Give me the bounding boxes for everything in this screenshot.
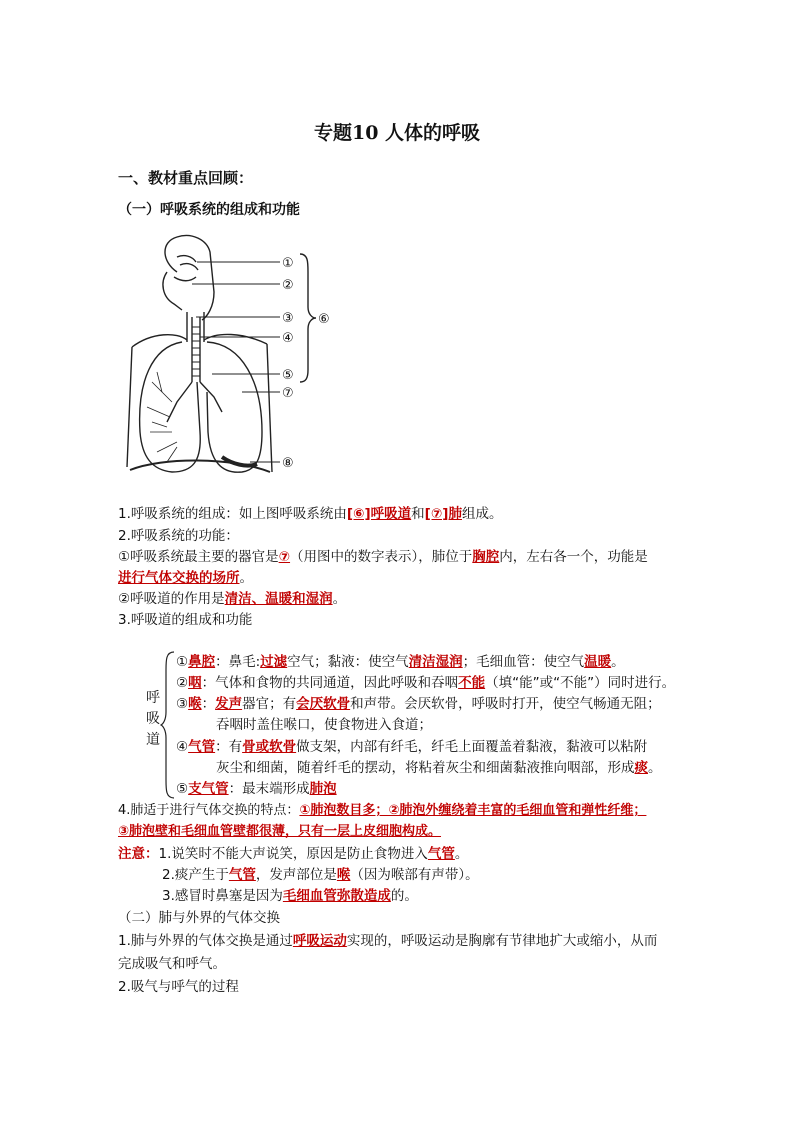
tract-row-3 (176, 692, 661, 712)
char: 道 (146, 732, 160, 748)
tract-row-3b: 吞咽时盖住喉口，使食物进入食道； (216, 717, 432, 733)
answer: 喉 (336, 867, 351, 883)
answer: ⑦ (278, 549, 291, 565)
note-2 (162, 863, 479, 883)
answer: 呼吸运动 (292, 933, 347, 949)
text: 组成。 (461, 506, 503, 522)
label-2: ② (282, 278, 294, 293)
text: 实现的，呼吸运动是胸廓有节律地扩大或缩小，从而 (346, 933, 658, 949)
tract-row-1 (176, 650, 625, 670)
text: 空气；黏液：使空气 (287, 654, 409, 670)
paragraph-8 (118, 820, 441, 839)
answer: 喉 (188, 696, 202, 712)
answer: 肺泡 (309, 781, 337, 797)
answer: 支气管 (188, 781, 229, 797)
paragraph-9 (118, 929, 657, 949)
page-title: 专题10 人体的呼吸 (313, 122, 481, 144)
answer: 痰 (634, 760, 648, 776)
answer: 清洁、温暖和湿润 (224, 591, 333, 607)
text: ① (176, 654, 189, 670)
paragraph-11: 2.吸气与呼气的过程 (118, 979, 239, 995)
tract-row-4 (176, 735, 647, 755)
paragraph-1 (118, 502, 502, 522)
answer: 胸腔 (472, 549, 500, 565)
label-8: ⑧ (282, 456, 294, 471)
answer: 进行气体交换的场所 (118, 570, 240, 586)
subsection-2-heading: （二）肺与外界的气体交换 (118, 910, 280, 926)
tract-row-4b (216, 756, 662, 776)
text: （因为喉部有声带）。 (350, 867, 479, 883)
text: 和 (411, 506, 425, 522)
answer: 会厌软骨 (296, 696, 351, 712)
tract-row-5 (176, 777, 337, 797)
paragraph-5 (118, 587, 346, 607)
char: 呼 (146, 690, 160, 706)
text: 1.说笑时不能大声说笑，原因是防止食物进入 (158, 846, 428, 862)
text: 的。 (390, 888, 418, 904)
text: 和声带。会厌软骨，呼吸时打开，使空气畅通无阻； (350, 696, 661, 712)
note-3 (162, 884, 418, 904)
label-3: ③ (282, 311, 294, 326)
answer: ①肺泡数目多；②肺泡外缠绕着丰富的毛细血管和弹性纤维； (299, 803, 647, 818)
text: （用图中的数字表示），肺位于 (290, 549, 473, 565)
paragraph-2: 2.呼吸系统的功能： (118, 528, 239, 544)
answer: 清洁湿润 (408, 654, 463, 670)
label-6: ⑥ (318, 312, 330, 327)
text: 做支架，内部有纤毛，纤毛上面覆盖着黏液，黏液可以粘附 (296, 739, 648, 755)
label-4: ④ (282, 331, 294, 346)
text: 4.肺适于进行气体交换的特点： (118, 803, 300, 818)
answer: 发声 (215, 696, 243, 712)
text: （填“能”或“不能”）同时进行。 (485, 675, 676, 691)
text: ⑤ (176, 781, 189, 797)
text: ②呼吸道的作用是 (118, 591, 225, 607)
paragraph-3 (118, 545, 648, 565)
note-label: 注意： (118, 846, 159, 862)
answer: 毛细血管弥散造成 (282, 888, 391, 904)
paragraph-4 (118, 566, 253, 586)
tract-row-2 (176, 671, 675, 691)
text: ② (176, 675, 189, 691)
text: 3.感冒时鼻塞是因为 (162, 888, 283, 904)
text: ：气体和食物的共同通道，因此呼吸和吞咽 (201, 675, 459, 691)
text: ，发声部位是 (255, 867, 337, 883)
answer: 咽 (188, 675, 202, 691)
label-5: ⑤ (282, 368, 294, 383)
text: ： (201, 696, 216, 712)
text: 2.痰产生于 (162, 867, 229, 883)
text: 内，左右各一个，功能是 (499, 549, 648, 565)
answer: 骨或软骨 (242, 739, 297, 755)
text: ③ (176, 696, 189, 712)
answer: 过滤 (260, 654, 288, 670)
answer: 温暖 (584, 654, 612, 670)
tract-brace (160, 650, 176, 800)
paragraph-10: 完成吸气和呼气。 (118, 956, 226, 972)
text: ：最末端形成 (228, 781, 310, 797)
text: 1.呼吸系统的组成：如上图呼吸系统由 (118, 506, 347, 522)
text: ：鼻毛: (215, 654, 261, 670)
text: 。 (454, 846, 469, 862)
text: ：有 (215, 739, 243, 755)
text: 。 (239, 570, 253, 586)
text: 。 (332, 591, 347, 607)
text: 器官；有 (242, 696, 297, 712)
label-1: ① (282, 256, 294, 271)
answer: 不能 (458, 675, 486, 691)
paragraph-7 (118, 799, 646, 818)
respiratory-system-diagram (122, 232, 342, 482)
answer: [⑥]呼吸道 (346, 506, 412, 522)
text: 。 (611, 654, 625, 670)
tract-label (146, 688, 160, 751)
text: ①呼吸系统最主要的器官是 (118, 549, 279, 565)
char: 吸 (146, 711, 160, 727)
answer: ③肺泡壁和毛细血管壁都很薄，只有一层上皮细胞构成。 (118, 824, 442, 839)
text: ；毛细血管：使空气 (462, 654, 585, 670)
label-7: ⑦ (282, 386, 294, 401)
note-1 (118, 842, 468, 862)
text: 。 (648, 760, 662, 776)
answer: 鼻腔 (188, 654, 216, 670)
subsection-heading: （一）呼吸系统的组成和功能 (118, 202, 300, 218)
text: ④ (176, 739, 189, 755)
text: 灰尘和细菌，随着纤毛的摆动，将粘着灰尘和细菌黏液推向咽部，形成 (216, 760, 635, 776)
answer: 气管 (188, 739, 216, 755)
answer: 气管 (427, 846, 455, 862)
answer: 气管 (228, 867, 256, 883)
text: 1.肺与外界的气体交换是通过 (118, 933, 293, 949)
answer: [⑦]肺 (424, 506, 462, 522)
paragraph-6: 3.呼吸道的组成和功能 (118, 612, 253, 628)
section-heading: 一、教材重点回顾： (118, 169, 254, 187)
